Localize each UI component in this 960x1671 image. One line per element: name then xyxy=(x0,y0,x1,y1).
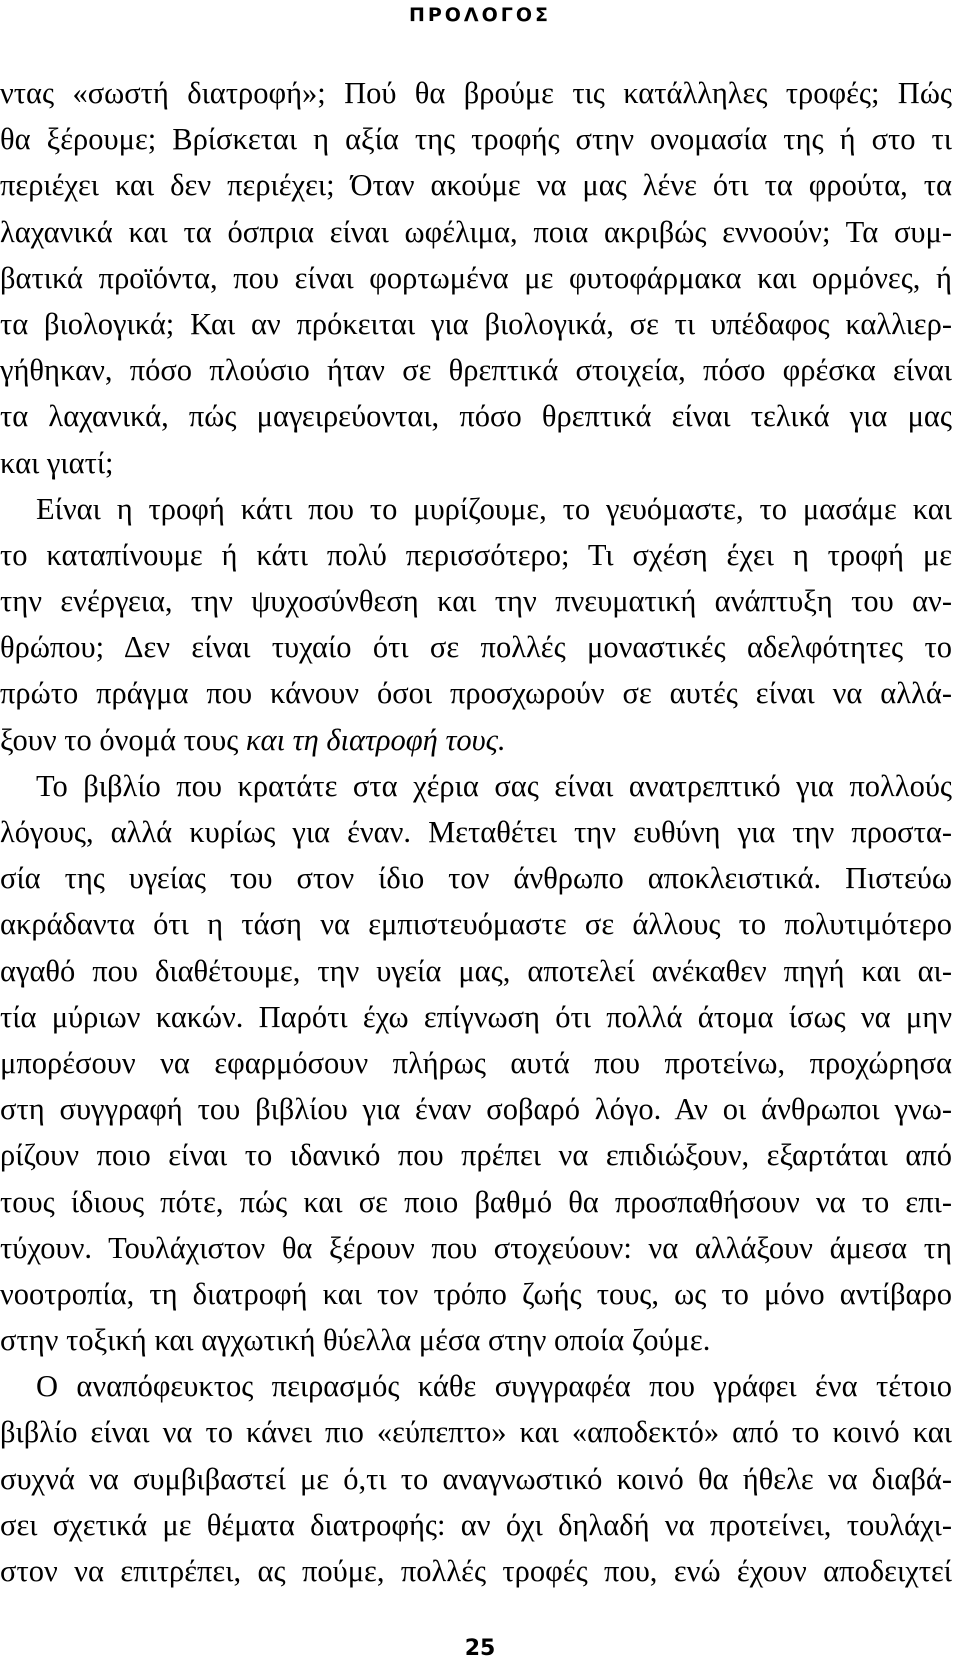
text-line: την ενέργεια, την ψυχοσύνθεση και την πνευματική ανάπτυξη του αν- xyxy=(0,584,952,619)
text-segment: ξουν το όνομά τους xyxy=(0,722,246,757)
text-line: και γιατί; xyxy=(0,445,114,480)
text-line: στον να επιτρέπει, ας πούμε, πολλές τροφές που, ενώ έχουν αποδειχτεί xyxy=(0,1554,952,1588)
text-line: τα λαχανικά, πώς μαγειρεύονται, πόσο θρεπτικά είναι τελικά για μας xyxy=(0,399,952,434)
text-line: τα βιολογικά; Και αν πρόκειται για βιολογικά, σε τι υπέδαφος καλλιερ- xyxy=(0,306,952,341)
text-line: τία μύριων κακών. Παρότι έχω επίγνωση ότι πολλά άτομα ίσως να μην xyxy=(0,999,952,1034)
text-line: βατικά προϊόντα, που είναι φορτωμένα με φυτοφάρμακα και ορμόνες, ή xyxy=(0,260,952,295)
page-number: 25 xyxy=(464,1636,496,1661)
text-line: ακράδαντα ότι η τάση να εμπιστευόμαστε σε άλλους το πολυτιμότερο xyxy=(0,907,952,942)
text-line-mixed xyxy=(0,717,952,763)
text-line: γήθηκαν, πόσο πλούσιο ήταν σε θρεπτικά στοιχεία, πόσο φρέσκα είναι xyxy=(0,353,952,388)
text-line: βιβλίο είναι να το κάνει πιο «εύπεπτο» και «αποδεκτό» από το κοινό και xyxy=(0,1415,952,1450)
text-line: Είναι η τροφή κάτι που το μυρίζουμε, το γευόμαστε, το μασάμε και xyxy=(36,491,952,526)
text-line: λαχανικά και τα όσπρια είναι ωφέλιμα, ποια ακριβώς εννοούν; Τα συμ- xyxy=(0,214,952,249)
text-line: θα ξέρουμε; Βρίσκεται η αξία της τροφής στην ονομασία της ή στο τι xyxy=(0,122,952,157)
text-line: συχνά να συμβιβαστεί με ό,τι το αναγνωστικό κοινό θα ήθελε να διαβά- xyxy=(0,1461,952,1496)
text-line: περιέχει και δεν περιέχει; Όταν ακούμε να μας λένε ότι τα φρούτα, τα xyxy=(0,168,952,203)
text-line: τους ίδιους πότε, πώς και σε ποιο βαθμό θα προσπαθήσουν να το επι- xyxy=(0,1184,952,1219)
text-line: σει σχετικά με θέματα διατροφής: αν όχι δηλαδή να προτείνει, τουλάχι- xyxy=(0,1507,952,1542)
text-line: θρώπου; Δεν είναι τυχαίο ότι σε πολλές μοναστικές αδελφότητες το xyxy=(0,630,952,665)
text-line: το καταπίνουμε ή κάτι πολύ περισσότερο; Τι σχέση έχει η τροφή με xyxy=(0,537,952,572)
text-line: στη συγγραφή του βιβλίου για έναν σοβαρό λόγο. Αν οι άνθρωποι γνω- xyxy=(0,1092,952,1127)
text-line: σία της υγείας του στον ίδιο τον άνθρωπο αποκλειστικά. Πιστεύω xyxy=(0,861,952,896)
text-line: αγαθό που διαθέτουμε, την υγεία μας, αποτελεί ανέκαθεν πηγή και αι- xyxy=(0,953,952,988)
text-line: μπορέσουν να εφαρμόσουν πλήρως αυτά που προτείνω, προχώρησα xyxy=(0,1045,952,1080)
text-line: νοοτροπία, τη διατροφή και τον τρόπο ζωής τους, ως το μόνο αντίβαρο xyxy=(0,1276,952,1311)
text-line: στην τοξική και αγχωτική θύελλα μέσα στην οποία ζούμε. xyxy=(0,1323,711,1358)
text-line: ρίζουν ποιο είναι το ιδανικό που πρέπει να επιδιώξουν, εξαρτάται από xyxy=(0,1138,952,1173)
text-line: Το βιβλίο που κρατάτε στα χέρια σας είναι ανατρεπτικό για πολλούς xyxy=(36,768,952,803)
text-line: Ο αναπόφευκτος πειρασμός κάθε συγγραφέα που γράφει ένα τέτοιο xyxy=(36,1369,952,1404)
text-line: πρώτο πράγμα που κάνουν όσοι προσχωρούν σε αυτές είναι να αλλά- xyxy=(0,676,952,711)
text-line: λόγους, αλλά κυρίως για έναν. Μεταθέτει την ευθύνη για την προστα- xyxy=(0,815,952,849)
text-line: τύχουν. Τουλάχιστον θα ξέρουν που στοχεύουν: να αλλάξουν άμεσα τη xyxy=(0,1230,952,1265)
running-header: ΠΡΟΛΟΓΟΣ xyxy=(408,4,552,26)
text-line: ντας «σωστή διατροφή»; Πού θα βρούμε τις κατάλληλες τροφές; Πώς xyxy=(0,76,952,110)
italic-emphasis: και τη διατροφή τους. xyxy=(245,722,506,757)
body-text xyxy=(0,70,952,1594)
